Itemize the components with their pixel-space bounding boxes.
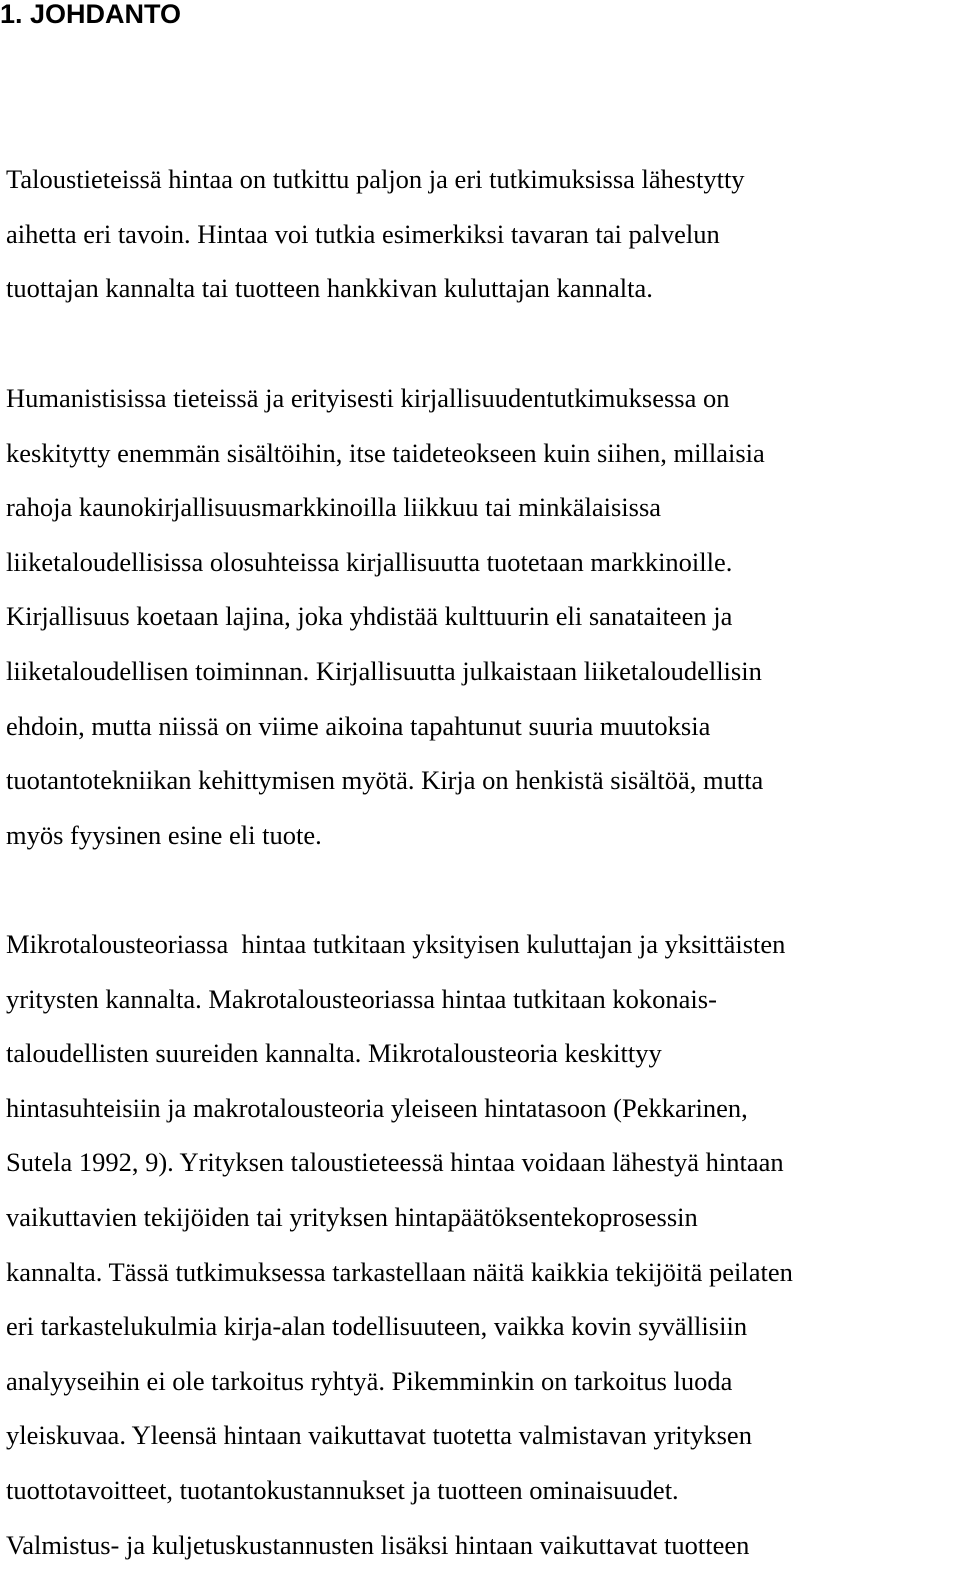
text-line: aihetta eri tavoin. Hintaa voi tutkia esimerkiksi tavaran tai palvelun	[6, 218, 720, 249]
text-line: eri tarkastelukulmia kirja-alan todellisuuteen, vaikka kovin syvällisiin	[6, 1311, 748, 1342]
text-line: keskitytty enemmän sisältöihin, itse taideteokseen kuin siihen, millaisia	[6, 437, 765, 468]
paragraph-1	[6, 152, 745, 316]
text-line: yleiskuvaa. Yleensä hintaan vaikuttavat tuotetta valmistavan yrityksen	[6, 1420, 752, 1451]
text-line: myös fyysinen esine eli tuote.	[6, 819, 322, 850]
text-line: analyyseihin ei ole tarkoitus ryhtyä. Pikemminkin on tarkoitus luoda	[6, 1365, 733, 1396]
text-line: kannalta. Tässä tutkimuksessa tarkastellaan näitä kaikkia tekijöitä peilaten	[6, 1256, 793, 1287]
text-line: yritysten kannalta. Makrotalousteoriassa hintaa tutkitaan kokonais-	[6, 983, 717, 1014]
section-heading: 1. JOHDANTO	[0, 0, 182, 29]
text-line: ehdoin, mutta niissä on viime aikoina tapahtunut suuria muutoksia	[6, 710, 711, 741]
text-line: Valmistus- ja kuljetuskustannusten lisäksi hintaan vaikuttavat tuotteen	[6, 1529, 750, 1560]
text-line: tuotantotekniikan kehittymisen myötä. Kirja on henkistä sisältöä, mutta	[6, 765, 764, 796]
text-line: liiketaloudellisen toiminnan. Kirjallisuutta julkaistaan liiketaloudellisin	[6, 655, 762, 686]
paragraph-2	[6, 371, 765, 862]
text-line: rahoja kaunokirjallisuusmarkkinoilla liikkuu tai minkälaisissa	[6, 492, 662, 523]
text-line: Kirjallisuus koetaan lajina, joka yhdistää kulttuurin eli sanataiteen ja	[6, 601, 733, 632]
paragraph-3	[6, 917, 793, 1572]
text-line: liiketaloudellisissa olosuhteissa kirjallisuutta tuotetaan markkinoille.	[6, 546, 733, 577]
text-line: tuottotavoitteet, tuotantokustannukset ja tuotteen ominaisuudet.	[6, 1474, 679, 1505]
text-line: Sutela 1992, 9). Yrityksen taloustieteessä hintaa voidaan lähestyä hintaan	[6, 1147, 784, 1178]
text-line: Humanistisissa tieteissä ja erityisesti kirjallisuudentutkimuksessa on	[6, 383, 730, 413]
text-line: hintasuhteisiin ja makrotalousteoria yleiseen hintatasoon (Pekkarinen,	[6, 1092, 748, 1123]
text-line: tuottajan kannalta tai tuotteen hankkivan kuluttajan kannalta.	[6, 273, 653, 304]
text-line: Mikrotalousteoriassa hintaa tutkitaan yksityisen kuluttajan ja yksittäisten	[6, 929, 786, 959]
text-line: Taloustieteissä hintaa on tutkittu paljon ja eri tutkimuksissa lähestytty	[6, 164, 745, 194]
text-line: vaikuttavien tekijöiden tai yrityksen hintapäätöksentekoprosessin	[6, 1201, 698, 1232]
text-line: taloudellisten suureiden kannalta. Mikrotalousteoria keskittyy	[6, 1038, 662, 1069]
